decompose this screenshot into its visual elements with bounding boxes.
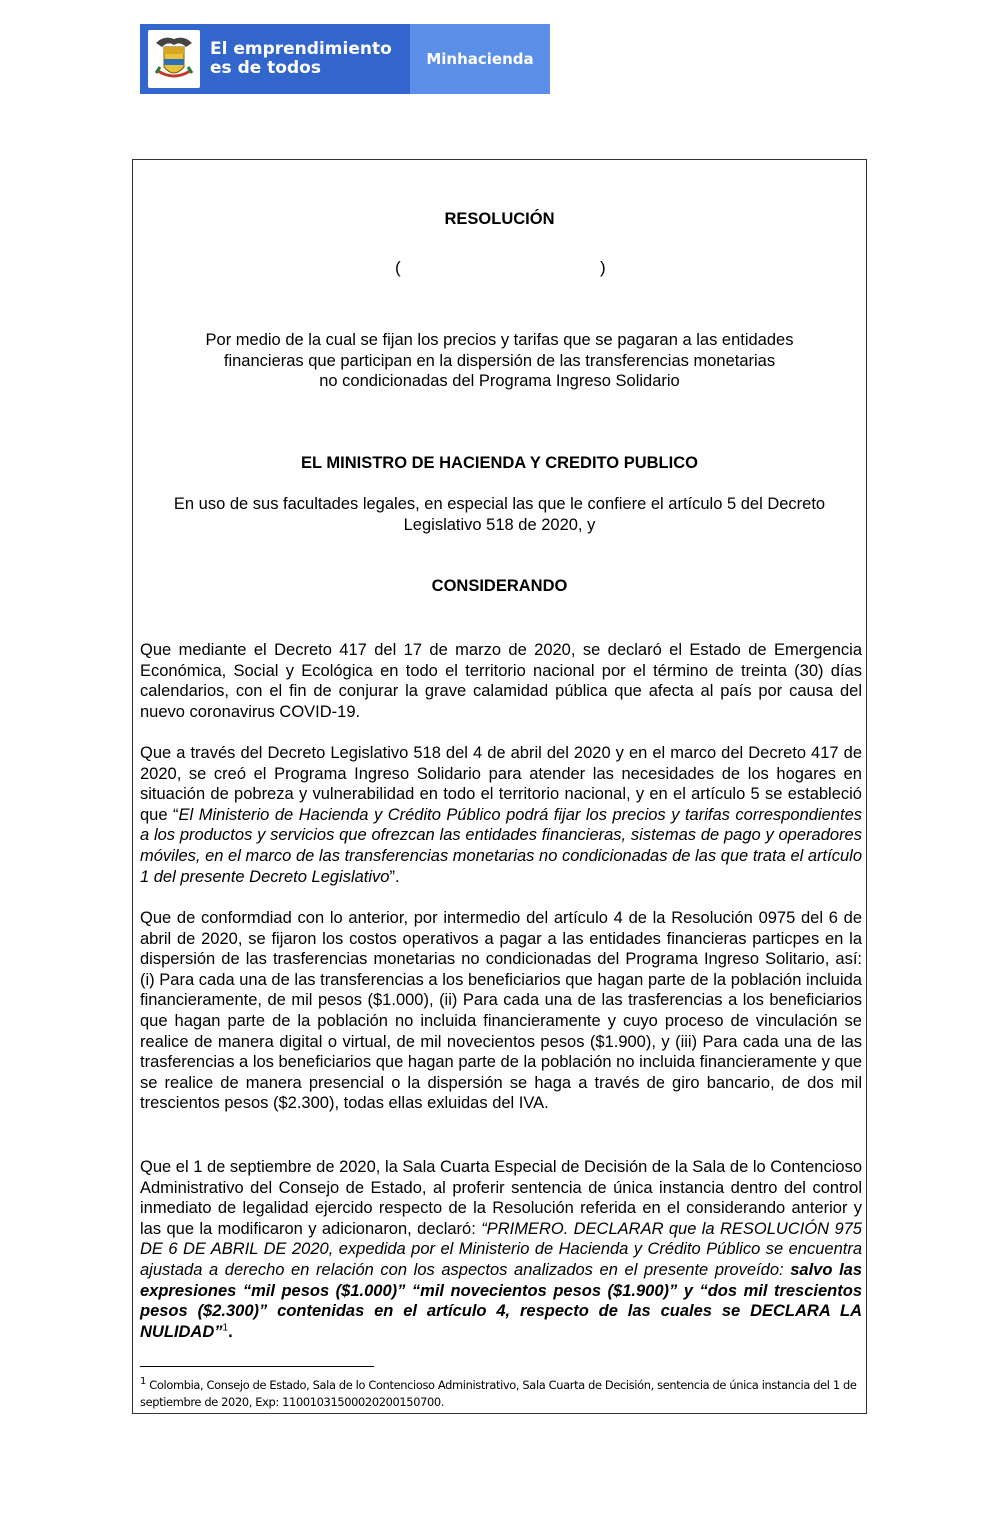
paragraph-4-quote: “PRIMERO. DECLARAR que la RESOLUCIÓN 975 DE 6 DE ABRIL DE 2020, expedida por el Ministerio de Hacienda y Crédito Público se encuentra ajustada a derecho en relación con los aspectos analizados en el presente proveído: — [140, 1219, 862, 1279]
slogan-line-1: El emprendimiento — [210, 39, 392, 59]
document-frame — [132, 159, 867, 1414]
paragraph-1: Que mediante el Decreto 417 del 17 de marzo de 2020, se declaró el Estado de Emergencia Económica, Social y Ecológica en todo el territorio nacional por el término de treinta (30) días calendarios, con el fin de conjurar la grave calamidad pública que afecta al país por causa del nuevo coronavirus COVID-19. — [140, 641, 862, 721]
paragraph-4 — [140, 1157, 862, 1342]
powers-statement — [133, 494, 866, 535]
subject-line-2: financieras que participan en la dispersión de las transferencias monetarias — [223, 351, 776, 370]
footnote-separator — [140, 1366, 374, 1367]
colombia-coat-of-arms-icon — [148, 30, 200, 88]
footnote-reference: 1 — [222, 1322, 229, 1334]
footnote-mark: 1 — [140, 1376, 147, 1388]
powers-line-1: En uso de sus facultades legales, en especial las que le confiere el artículo 5 del Decreto — [173, 495, 826, 513]
powers-line-2: Legislativo 518 de 2020, y — [403, 515, 596, 534]
ministry-name: Minhacienda — [426, 50, 534, 68]
paragraph-4-text: Que el 1 de septiembre de 2020, la Sala Cuarta Especial de Decisión de la Sala de lo Contencioso Administrativo del Consejo de Estado, al proferir sentencia de única instancia dentro del control inmediato de legalidad ejercido respecto de la Resolución referida en el considerando anterior y las que la modificaron y adicionaron, declaró: — [140, 1158, 862, 1238]
paragraph-4-nullity: salvo las expresiones “mil pesos ($1.000)” “mil novecientos pesos ($1.900)” y “dos mil trescientos pesos ($2.300)” contenidas en el artículo 4, respecto de las cuales se DECLARA LA NULIDAD” — [140, 1260, 863, 1341]
footnote-text: Colombia, Consejo de Estado, Sala de lo Contencioso Administrativo, Sala Cuarta de Decisión, sentencia de única instancia del 1 de septiembre de 2020, Exp: 11001031500020200150700. — [140, 1378, 857, 1409]
considerando-heading: CONSIDERANDO — [431, 577, 568, 595]
paragraph-2-quote: El Ministerio de Hacienda y Crédito Público podrá fijar los precios y tarifas correspondientes a los productos y servicios que ofrezcan las entidades financieras, sistemas de pago y operadores móviles, en el marco de las transferencias monetarias no condicionadas de las que trata el artículo 1 del presente Decreto Legislativo — [140, 805, 862, 886]
slogan-text — [210, 40, 392, 78]
authority-heading: EL MINISTRO DE HACIENDA Y CREDITO PUBLICO — [301, 454, 698, 472]
paragraph-2-end: ”. — [389, 867, 400, 886]
subject-line-1: Por medio de la cual se fijan los precios y tarifas que se pagaran a las entidades — [205, 331, 794, 349]
paragraph-2 — [140, 743, 862, 887]
subject-line-3: no condicionadas del Programa Ingreso Solidario — [319, 372, 680, 391]
document-type-title: RESOLUCIÓN — [444, 210, 555, 228]
resolution-number-open-paren: ( — [395, 258, 401, 277]
slogan-block — [140, 24, 410, 94]
paragraph-3: Que de conformdiad con lo anterior, por intermedio del artículo 4 de la Resolución 0975 del 6 de abril de 2020, se fijaron los costos operativos a pagar a las entidades financieras particpes en la dispersión de las trasferencias monetarias no condicionadas del Programa Ingreso Solitario, así: (i) Para cada una de las transferencias a los beneficiarios que hagan parte de la población incluida financieramente, de mil pesos ($1.000), (ii) Para cada una de las trasferencias a los beneficiarios que hagan parte de la población no incluida financieramente y cuyo proceso de vinculación se realice de manera digital o virtual, de mil novecientos pesos ($1.900), y (iii) Para cada una de las trasferencias a los beneficiarios que hagan parte de la población no incluida financieramente y que se realice de manera presencial o la dispersión se haga a través de giro bancario, de dos mil trescientos pesos ($2.300), todas ellas exluidas del IVA. — [140, 909, 862, 1113]
paragraph-4-end: . — [228, 1322, 233, 1341]
footnote — [140, 1377, 862, 1411]
header-logo-band — [140, 24, 550, 94]
subject — [133, 330, 866, 392]
ministry-block — [410, 24, 550, 94]
resolution-number-close-paren: ) — [600, 258, 606, 277]
slogan-line-2: es de todos — [210, 58, 321, 78]
paragraph-2-text: Que a través del Decreto Legislativo 518 del 4 de abril del 2020 y en el marco del Decreto 417 de 2020, se creó el Programa Ingreso Solidario para atender las necesidades de los hogares en situación de pobreza y vulnerabilidad en todo el territorio nacional, y en el artículo 5 se estableció que “ — [140, 744, 862, 824]
